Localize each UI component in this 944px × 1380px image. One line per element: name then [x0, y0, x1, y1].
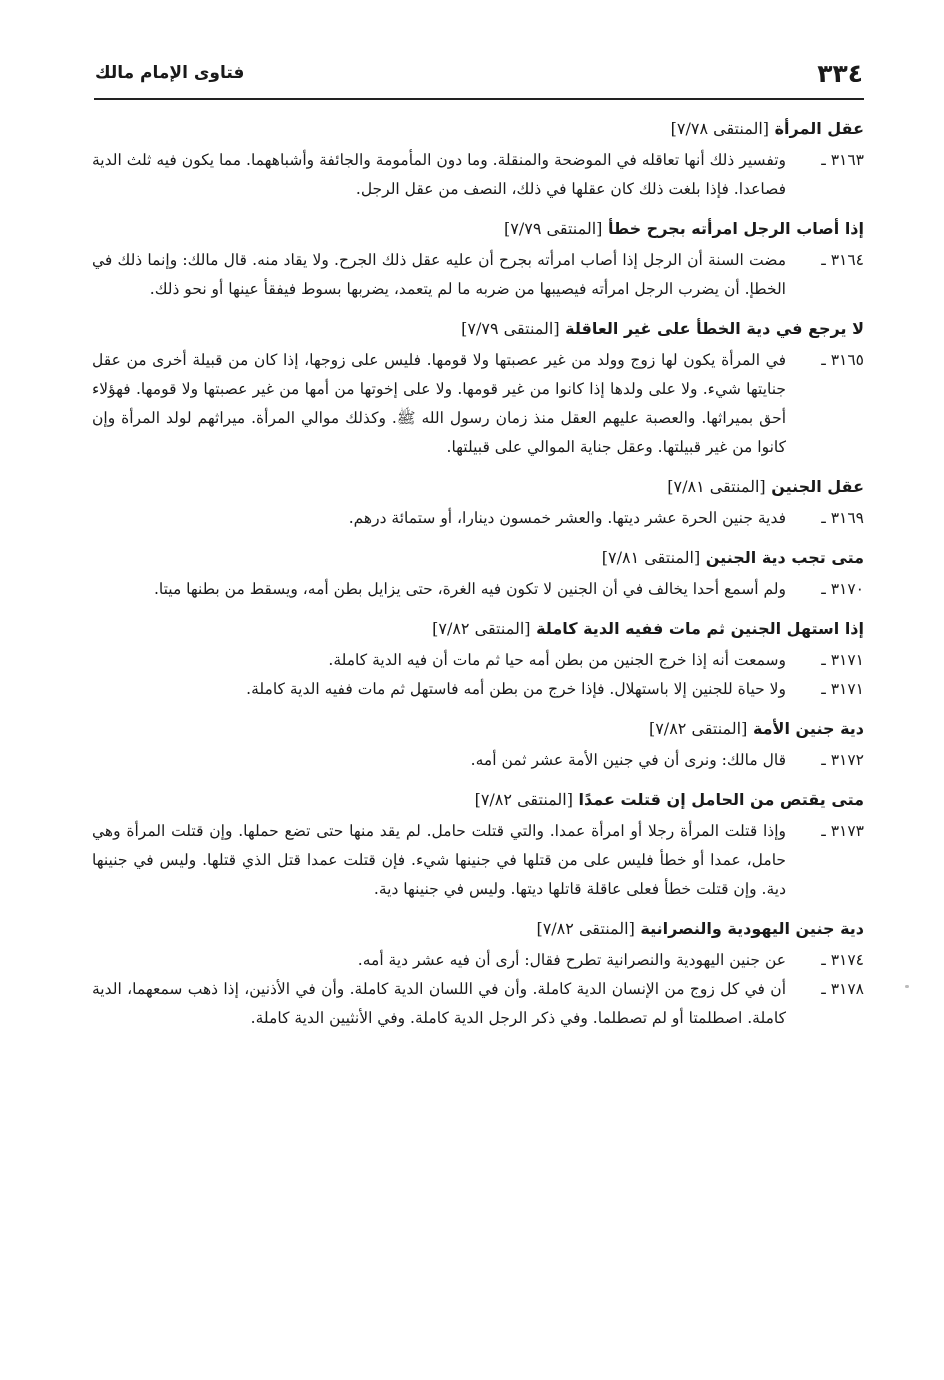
entry-number: ٣١٧٣ ـ — [821, 822, 864, 840]
section-slave-fetus — [92, 714, 864, 775]
entry-text: ولم أسمع أحدا يخالف في أن الجنين لا تكون فيه الغرة، حتى يزايل بطن أمه، ويسقط من بطنها ميتا. — [153, 580, 786, 598]
entry-number: ٣١٦٩ ـ — [821, 509, 864, 527]
entry-text: في المرأة يكون لها زوج وولد من غير عصبتها ولا قومها. فليس على زوجها، إذا كان من قبيلة أخرى من عقل جنايتها شيء. ولا على ولدها إذا كانوا من غير قومها. ولا على إخوتها من أمها من غير عصبتها ولا قومها. فهؤلاء أحق بميراثها. والعصبة عليهم العقل منذ زمان رسول الله ﷺ. وكذلك موالي المرأة. ميراثهم لولد المرأة وإن كانوا من غير قبيلتها. وعقل جناية الموالي على قبيلتها. — [92, 351, 786, 456]
entry-number: ٣١٧١ ـ — [821, 680, 864, 698]
section-wife-injury — [92, 214, 864, 304]
entry — [92, 675, 864, 704]
entry-text: فدية جنين الحرة عشر ديتها. والعشر خمسون دينارا، أو ستمائة درهم. — [348, 509, 786, 527]
page-number: ٣٣٤ — [817, 59, 863, 88]
entry — [92, 146, 864, 204]
section-heading — [92, 543, 864, 573]
heading-text: متى يقتص من الحامل إن قتلت عمدًا — [578, 790, 864, 809]
heading-text: دية جنين اليهودية والنصرانية — [640, 919, 864, 938]
section-heading — [92, 614, 864, 644]
entry-number: ٣١٧٤ ـ — [821, 951, 864, 969]
section-aqila — [92, 314, 864, 462]
section-heading — [92, 785, 864, 815]
source-reference: [المنتقى ٧/٨٢] — [536, 919, 635, 938]
entry-number: ٣١٧٢ ـ — [821, 751, 864, 769]
entry-text: ولا حياة للجنين إلا باستهلال. فإذا خرج من بطن أمه فاستهل ثم مات ففيه الدية كاملة. — [246, 680, 786, 698]
entry-number: ٣١٧١ ـ — [821, 651, 864, 669]
entry-text: وتفسير ذلك أنها تعاقله في الموضحة والمنقلة. وما دون المأمومة والجائفة وأشباههما. مما يكون فيه ثلث الدية فصاعدا. فإذا بلغت ذلك كان عقلها في ذلك، النصف من عقل الرجل. — [92, 151, 786, 198]
source-reference: [المنتقى ٧/٨١] — [601, 548, 701, 567]
section-fetus-blood-money — [92, 472, 864, 533]
entry-text: وإذا قتلت المرأة رجلا أو امرأة عمدا. والتي قتلت حامل. لم يقد منها حتى تضع حملها. وإن قتلت المرأة وهي حامل، عمدا أو خطأ فليس على من قتلها في جنينها شيء. فإن قتلت عمدا قتل الذي قتلها. وليس في جنينها دية. وإن قتلت خطأ فعلى عاقلة قاتلها ديتها. وليس في جنينها دية. — [92, 822, 786, 898]
entry-number: ٣١٦٥ ـ — [821, 351, 864, 369]
source-reference: [المنتقى ٧/٨١] — [667, 477, 766, 496]
section-heading — [92, 114, 864, 144]
entry — [92, 746, 864, 775]
heading-text: متى تجب دية الجنين — [705, 548, 864, 567]
heading-text: إذا استهل الجنين ثم مات ففيه الدية كاملة — [536, 619, 864, 638]
entry-text: مضت السنة أن الرجل إذا أصاب امرأته بجرح أن عليه عقل ذلك الجرح. ولا يقاد منه. قال مالك: وإنما ذلك في الخطإ. أن يضرب الرجل امرأته فيصيبها من ضربه ما لم يتعمد، يضربها بسوط فيفقأ عينها أو نحو ذلك. — [92, 251, 786, 298]
section-heading — [92, 472, 864, 502]
section-jewish-christian-fetus — [92, 914, 864, 1033]
section-heading — [92, 714, 864, 744]
source-reference: [المنتقى ٧/٨٢] — [474, 790, 573, 809]
entry-number: ٣١٧٠ ـ — [821, 580, 864, 598]
page-header — [95, 55, 863, 91]
source-reference: [المنتقى ٧/٧٨] — [670, 119, 770, 138]
entry — [92, 246, 864, 304]
source-reference: [المنتقى ٧/٧٩] — [504, 219, 603, 238]
entry — [92, 646, 864, 675]
entry — [92, 575, 864, 604]
entry — [92, 346, 864, 462]
heading-text: لا يرجع في دية الخطأ على غير العاقلة — [565, 319, 864, 338]
entry-text: أن في كل زوج من الإنسان الدية كاملة. وأن في اللسان الدية كاملة. وأن في الأذنين، إذا ذهب سمعهما، الدية كاملة. اصطلمتا أو لم تصطلما. وفي ذكر الرجل الدية كاملة. وفي الأنثيين الدية كاملة. — [92, 980, 786, 1027]
heading-text: عقل الجنين — [771, 477, 864, 496]
heading-text: إذا أصاب الرجل امرأته بجرح خطأ — [607, 219, 864, 238]
section-heading — [92, 914, 864, 944]
entry-text: قال مالك: ونرى أن في جنين الأمة عشر ثمن أمه. — [470, 751, 786, 769]
entry — [92, 817, 864, 904]
section-woman-blood-money — [92, 114, 864, 204]
heading-text: عقل المرأة — [774, 119, 864, 138]
section-pregnant-retaliation — [92, 785, 864, 904]
heading-text: دية جنين الأمة — [752, 719, 864, 738]
source-reference: [المنتقى ٧/٨٢] — [648, 719, 748, 738]
entry — [92, 504, 864, 533]
entry-number: ٣١٦٣ ـ — [821, 151, 864, 169]
section-heading — [92, 314, 864, 344]
header-rule — [94, 98, 864, 100]
section-fetus-cried — [92, 614, 864, 704]
section-when-fetus-due — [92, 543, 864, 604]
running-title: فتاوى الإمام مالك — [95, 63, 245, 83]
entry-text: عن جنين اليهودية والنصرانية تطرح فقال: أرى أن فيه عشر دية أمه. — [357, 951, 786, 969]
entry — [92, 946, 864, 975]
page-body — [92, 114, 864, 1043]
source-reference: [المنتقى ٧/٨٢] — [432, 619, 531, 638]
entry-number: ٣١٧٨ ـ — [821, 980, 864, 998]
source-reference: [المنتقى ٧/٧٩] — [461, 319, 560, 338]
entry-text: وسمعت أنه إذا خرج الجنين من بطن أمه حيا ثم مات أن فيه الدية كاملة. — [328, 651, 786, 669]
section-heading — [92, 214, 864, 244]
scan-speck — [905, 985, 909, 988]
entry-number: ٣١٦٤ ـ — [821, 251, 864, 269]
entry — [92, 975, 864, 1033]
